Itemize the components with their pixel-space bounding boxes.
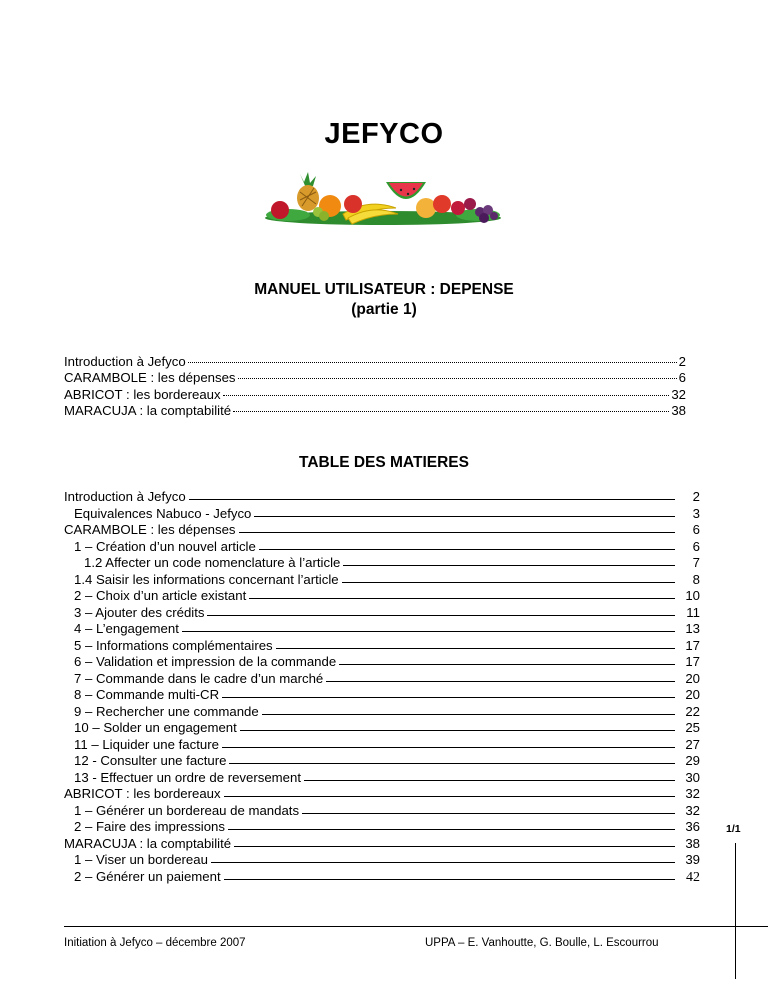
leader-line: [222, 747, 675, 748]
summary-entry-page: 6: [678, 370, 686, 386]
toc-entry-page: 10: [685, 588, 700, 603]
leader-line: [240, 730, 675, 731]
leader-line: [262, 714, 675, 715]
leader-line: [254, 516, 675, 517]
toc-heading: TABLE DES MATIERES: [299, 454, 469, 471]
leader-line: [239, 532, 675, 533]
manual-subtitle: [0, 280, 768, 320]
toc-entry-page: 32: [685, 786, 700, 801]
summary-entry-label: CARAMBOLE : les dépenses: [64, 370, 236, 386]
toc-entry-label: 5 – Informations complémentaires: [74, 637, 273, 653]
summary-entry-label: Introduction à Jefyco: [64, 354, 186, 369]
toc-entry-page: 11: [686, 604, 700, 620]
toc-entry[interactable]: [64, 819, 700, 836]
toc-entry[interactable]: [64, 489, 700, 506]
toc-entry[interactable]: [64, 506, 700, 523]
toc-entry-page: 20: [685, 670, 700, 686]
toc-entry-label: 1 – Viser un bordereau: [74, 852, 208, 867]
leader-line: [222, 697, 675, 698]
toc-entry-page: 7: [692, 555, 700, 570]
leader-line: [224, 879, 675, 880]
toc-entry[interactable]: [64, 852, 700, 869]
summary-entry-label: MARACUJA : la comptabilité: [64, 403, 232, 419]
leader-line: [234, 846, 675, 847]
dot-leader: [238, 378, 677, 379]
leader-line: [342, 582, 675, 583]
leader-line: [326, 681, 675, 682]
toc-entry-label: ABRICOT : les bordereaux: [64, 786, 221, 801]
toc-entry-page: 6: [692, 522, 700, 537]
leader-line: [189, 499, 675, 500]
toc-entry-page: 6: [692, 538, 700, 554]
toc-entry-page: 36: [685, 819, 700, 834]
summary-entry-page: 32: [671, 386, 686, 402]
subtitle-line-2: (partie 1): [351, 301, 417, 318]
footer-rule: [64, 926, 768, 927]
leader-line: [259, 549, 675, 550]
toc-entry[interactable]: [64, 539, 700, 556]
leader-line: [302, 813, 675, 814]
toc-entry-label: 1 – Création d’un nouvel article: [74, 538, 256, 554]
dot-leader: [233, 411, 669, 412]
toc-entry-page: 20: [685, 687, 700, 702]
fruit-basket-icon: [258, 168, 508, 228]
toc-entry-label: Equivalences Nabuco - Jefyco: [74, 505, 252, 521]
toc-entry[interactable]: [64, 555, 700, 572]
toc-entry-page: 3: [692, 505, 700, 521]
toc-entry[interactable]: [64, 770, 700, 787]
summary-entry-label: ABRICOT : les bordereaux: [64, 386, 221, 402]
toc-entry-label: 10 – Solder un engagement: [74, 720, 237, 735]
footer-date: Initiation à Jefyco – décembre 2007: [64, 937, 246, 949]
summary-entry[interactable]: [64, 370, 686, 386]
toc-entry-label: 1 – Générer un bordereau de mandats: [74, 802, 300, 818]
toc-entry[interactable]: [64, 869, 700, 887]
toc-entry[interactable]: [64, 522, 700, 539]
footer-authors: UPPA – E. Vanhoutte, G. Boulle, L. Escourrou: [425, 937, 659, 949]
leader-line: [228, 829, 675, 830]
toc-entry-page: 29: [685, 753, 700, 768]
toc-entry-page: 8: [692, 571, 700, 587]
toc-entry[interactable]: [64, 737, 700, 754]
leader-line: [182, 631, 675, 632]
subtitle-line-1: MANUEL UTILISATEUR : DEPENSE: [254, 281, 514, 298]
leader-line: [211, 862, 675, 863]
toc-entry-label: 3 – Ajouter des crédits: [74, 604, 205, 620]
toc-entry-page: 32: [685, 802, 700, 818]
leader-line: [339, 664, 675, 665]
toc-entry-label: 6 – Validation et impression de la commande: [74, 654, 337, 669]
leader-line: [304, 780, 675, 781]
toc-entry[interactable]: [64, 605, 700, 622]
dot-leader: [188, 362, 677, 363]
toc-entry-label: 2 – Choix d’un article existant: [74, 588, 247, 603]
toc-entry[interactable]: [64, 621, 700, 638]
toc-entry-page: 27: [685, 736, 700, 752]
page-index: 1/1: [726, 823, 741, 835]
toc-entry[interactable]: [64, 720, 700, 737]
toc-entry[interactable]: [64, 638, 700, 655]
toc-entry-page: 2: [692, 489, 700, 504]
toc-entry-label: 8 – Commande multi-CR: [74, 687, 220, 702]
table-of-contents: [64, 489, 700, 886]
toc-entry-label: Introduction à Jefyco: [64, 489, 186, 504]
toc-entry-label: 1.4 Saisir les informations concernant l’article: [74, 571, 339, 587]
toc-entry[interactable]: [64, 836, 700, 853]
leader-line: [229, 763, 675, 764]
toc-entry-page: 30: [685, 769, 700, 785]
toc-entry-label: 4 – L’engagement: [74, 621, 179, 636]
toc-entry-label: 13 - Effectuer un ordre de reversement: [74, 769, 301, 785]
summary-entry[interactable]: [64, 387, 686, 403]
toc-entry-page: 17: [685, 637, 700, 653]
toc-entry-label: 2 – Faire des impressions: [74, 819, 225, 834]
toc-entry-label: 2 – Générer un paiement: [74, 868, 221, 884]
toc-entry-page: 22: [685, 703, 700, 719]
toc-entry-page: 25: [685, 720, 700, 735]
toc-entry-page: 39: [685, 852, 700, 867]
toc-entry[interactable]: [64, 704, 700, 721]
toc-entry-label: MARACUJA : la comptabilité: [64, 835, 232, 851]
margin-vertical-rule: [735, 843, 736, 979]
toc-entry-page: 17: [685, 654, 700, 669]
leader-line: [343, 565, 675, 566]
summary-entry[interactable]: [64, 403, 686, 419]
leader-line: [249, 598, 675, 599]
toc-entry[interactable]: [64, 803, 700, 820]
summary-entry-page: 38: [671, 403, 686, 419]
toc-entry-label: 9 – Rechercher une commande: [74, 703, 259, 719]
toc-entry-page: 13: [685, 621, 700, 636]
toc-entry-label: 12 - Consulter une facture: [74, 753, 227, 768]
dot-leader: [223, 395, 670, 396]
summary-toc: [64, 354, 686, 420]
toc-entry-page: 42: [686, 869, 700, 885]
summary-entry-page: 2: [678, 354, 686, 369]
toc-entry[interactable]: [64, 786, 700, 803]
toc-entry[interactable]: [64, 687, 700, 704]
toc-entry-page: 38: [685, 835, 700, 851]
toc-entry[interactable]: [64, 654, 700, 671]
toc-entry[interactable]: [64, 572, 700, 589]
leader-line: [276, 648, 675, 649]
leader-line: [224, 796, 675, 797]
toc-entry[interactable]: [64, 753, 700, 770]
toc-entry[interactable]: [64, 588, 700, 605]
toc-entry-label: CARAMBOLE : les dépenses: [64, 522, 236, 537]
toc-entry-label: 11 – Liquider une facture: [74, 736, 219, 752]
toc-entry-label: 1.2 Affecter un code nomenclature à l’article: [84, 555, 341, 570]
summary-entry[interactable]: [64, 354, 686, 370]
toc-entry-label: 7 – Commande dans le cadre d’un marché: [74, 670, 324, 686]
toc-entry[interactable]: [64, 671, 700, 688]
leader-line: [207, 615, 675, 616]
document-title: JEFYCO: [324, 118, 444, 150]
